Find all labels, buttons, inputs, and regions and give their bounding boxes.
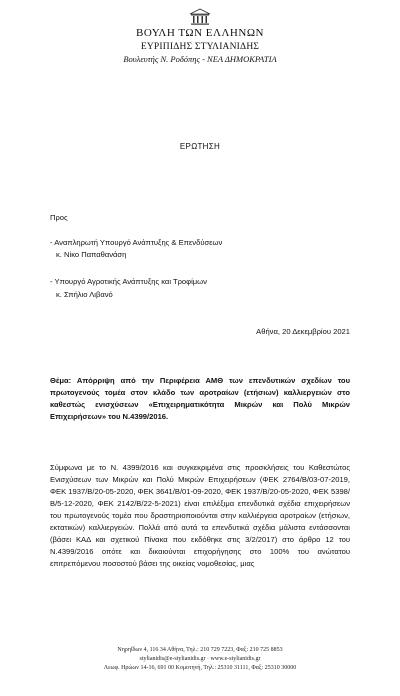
subject-paragraph: Θέμα: Απόρριψη από την Περιφέρεια ΑΜΘ των επενδυτικών σχεδίων του πρωτογενούς τομέα στον κλάδο των αροτραίων (ετήσιων) καλλιεργειών στο καθεστώς ενισχύσεων «Επιχειρηματικότητα Μικρών και Πολύ Μικρών Επιχειρήσεων» του Ν.4399/2016.: [50, 376, 350, 421]
footer: [0, 646, 400, 673]
recipient-1-title: - Αναπληρωτή Υπουργό Ανάπτυξης & Επενδύσεων: [50, 238, 223, 247]
recipients-label: Προς: [50, 213, 68, 222]
mp-name: ΕΥΡΙΠΙΔΗΣ ΣΤΥΛΙΑΝΙΔΗΣ: [140, 42, 260, 52]
parliament-title: ΒΟΥΛΗ ΤΩΝ ΕΛΛΗΝΩΝ: [136, 27, 264, 39]
footer-contacts: stylianidis@e-stylianidis.gr · www.e-stylianidis.gr: [139, 656, 261, 662]
recipient-1-name: κ. Νίκο Παπαθανάση: [56, 250, 127, 259]
document-type: ΕΡΩΤΗΣΗ: [179, 142, 221, 151]
recipient-2-title: - Υπουργό Αγροτικής Ανάπτυξης και Τροφίμων: [50, 277, 207, 286]
document-date: Αθήνα, 20 Δεκεμβρίου 2021: [256, 327, 350, 336]
parliament-emblem-icon: [188, 8, 212, 26]
mp-role: Βουλευτής Ν. Ροδόπης - ΝΕΑ ΔΗΜΟΚΡΑΤΙΑ: [123, 54, 277, 64]
body-paragraph: Σύμφωνα με το Ν. 4399/2016 και συγκεκριμένα στις προσκλήσεις του Καθεστώτος Ενισχύσεων των Μικρών και Πολύ Μικρών Επιχειρήσεων (ΦΕΚ 2764/Β/03-07-2019, ΦΕΚ 1937/Β/20-05-2020, ΦΕΚ 3641/Β/01-09-2020, ΦΕΚ 1937/Β/20-05-2020, ΦΕΚ 5398/Β/5-12-2020, ΦΕΚ 2142/Β/22-5-2021) είναι επιλέξιμα επενδυτικά σχέδια επιχειρήσεων του πρωτογενούς τομέα που δραστηριοποιούνται στην καλλιέργεια αροτραίων (ετήσιων, εκτατικών) καλλιεργειών. Πολλά από αυτά τα επενδυτικά σχέδια μάλιστα εντάσσονται (βάσει ΚΑΔ και σχετικού Πίνακα που εκδόθηκε στις 3/2/2017) στο άρθρο 12 του Ν.4399/2016 οπότε και δικαιούνται επιχορήγησης στο 100% του ανώτατου επιτρεπόμενου ποσοστού βάσει της οικείας νομοθεσίας, μιας: [50, 463, 350, 568]
footer-address-athens: Νηρηΐδων 4, 116 34 Αθήνα, Τηλ.: 210 729 7223, Φαξ: 210 725 8853: [117, 647, 283, 653]
footer-address-komotini: Λεωφ. Ηρώων 14-16, 691 00 Κομοτηνή, Τηλ.: 25310 31111, Φαξ: 25310 30000: [103, 665, 297, 671]
recipient-2-name: κ. Σπήλιο Λιβανό: [56, 290, 113, 299]
